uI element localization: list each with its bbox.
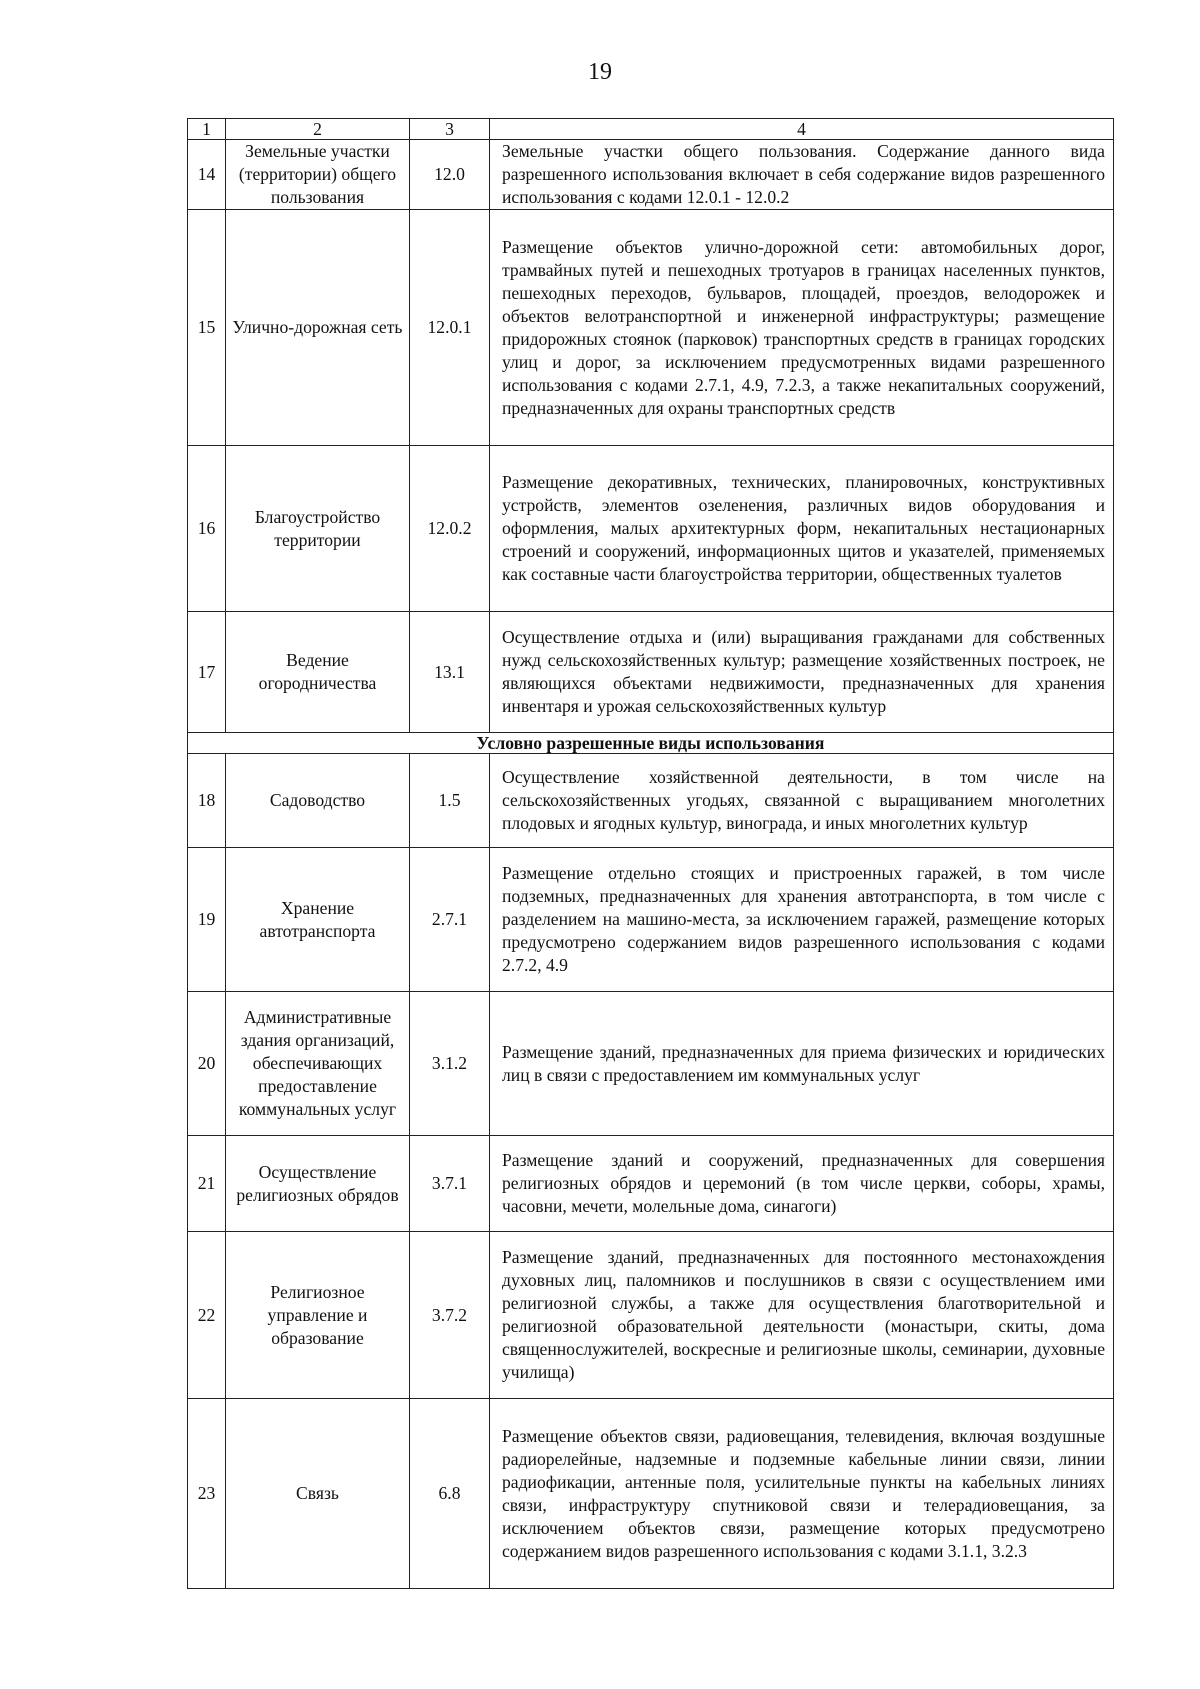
land-use-name: Благоустройство территории <box>226 446 410 612</box>
land-use-description: Осуществление отдыха и (или) выращивания гражданами для собственных нужд сельскохозяйственных культур; размещение хозяйственных построек, не являющихся объектами недвижимости, предназначенных для хранения инвентаря и урожая сельскохозяйственных культур <box>490 612 1114 733</box>
table-header-row <box>188 119 1114 140</box>
land-use-description: Размещение декоративных, технических, планировочных, конструктивных устройств, элементов озеленения, различных видов оборудования и оформления, малых архитектурных форм, некапитальных нестационарных строений и сооружений, информационных щитов и указателей, применяемых как составные части благоустройства территории, общественных туалетов <box>490 446 1114 612</box>
land-use-code: 3.7.2 <box>410 1232 490 1399</box>
land-use-name: Земельные участки (территории) общего пользования <box>226 140 410 210</box>
table-row <box>188 848 1114 992</box>
land-use-code: 12.0 <box>410 140 490 210</box>
land-use-code: 6.8 <box>410 1399 490 1589</box>
land-use-table <box>187 118 1114 1589</box>
land-use-name: Улично-дорожная сеть <box>226 210 410 446</box>
header-cell-name: 2 <box>226 119 410 140</box>
header-cell-number: 1 <box>188 119 226 140</box>
header-cell-description: 4 <box>490 119 1114 140</box>
land-use-description: Размещение отдельно стоящих и пристроенных гаражей, в том числе подземных, предназначенных для хранения автотранспорта, в том числе с разделением на машино-места, за исключением гаражей, размещение которых предусмотрено содержанием видов разрешенного использования с кодами 2.7.2, 4.9 <box>490 848 1114 992</box>
land-use-code: 12.0.2 <box>410 446 490 612</box>
land-use-name: Ведение огородничества <box>226 612 410 733</box>
table-row <box>188 1399 1114 1589</box>
section-title: Условно разрешенные виды использования <box>188 733 1114 754</box>
land-use-description: Размещение зданий, предназначенных для постоянного местонахождения духовных лиц, паломников и послушников в связи с осуществлением ими религиозной службы, а также для осуществления благотворительной и религиозной образовательной деятельности (монастыри, скиты, дома священнослужителей, воскресные и религиозные школы, семинарии, духовные училища) <box>490 1232 1114 1399</box>
section-header-row <box>188 733 1114 754</box>
land-use-code: 1.5 <box>410 754 490 848</box>
row-number: 18 <box>188 754 226 848</box>
land-use-description: Осуществление хозяйственной деятельности, в том числе на сельскохозяйственных угодьях, связанной с выращиванием многолетних плодовых и ягодных культур, винограда, и иных многолетних культур <box>490 754 1114 848</box>
table-row <box>188 992 1114 1136</box>
table-row <box>188 210 1114 446</box>
page-number: 19 <box>588 59 612 85</box>
land-use-description: Размещение зданий и сооружений, предназначенных для совершения религиозных обрядов и церемоний (в том числе церкви, соборы, храмы, часовни, мечети, молельные дома, синагоги) <box>490 1136 1114 1232</box>
table-row <box>188 1232 1114 1399</box>
land-use-name: Административные здания организаций, обеспечивающих предоставление коммунальных услуг <box>226 992 410 1136</box>
row-number: 14 <box>188 140 226 210</box>
land-use-code: 13.1 <box>410 612 490 733</box>
land-use-description: Размещение объектов улично-дорожной сети: автомобильных дорог, трамвайных путей и пешеходных тротуаров в границах населенных пунктов, пешеходных переходов, бульваров, площадей, проездов, велодорожек и объектов велотранспортной и инженерной инфраструктуры; размещение придорожных стоянок (парковок) транспортных средств в границах городских улиц и дорог, за исключением предусмотренных видами разрешенного использования с кодами 2.7.1, 4.9, 7.2.3, а также некапитальных сооружений, предназначенных для охраны транспортных средств <box>490 210 1114 446</box>
table-row <box>188 612 1114 733</box>
row-number: 22 <box>188 1232 226 1399</box>
land-use-description: Размещение зданий, предназначенных для приема физических и юридических лиц в связи с предоставлением им коммунальных услуг <box>490 992 1114 1136</box>
table-row <box>188 140 1114 210</box>
land-use-name: Связь <box>226 1399 410 1589</box>
row-number: 17 <box>188 612 226 733</box>
table-row <box>188 1136 1114 1232</box>
land-use-name: Садоводство <box>226 754 410 848</box>
land-use-name: Хранение автотранспорта <box>226 848 410 992</box>
row-number: 16 <box>188 446 226 612</box>
table-row <box>188 446 1114 612</box>
land-use-code: 12.0.1 <box>410 210 490 446</box>
land-use-name: Осуществление религиозных обрядов <box>226 1136 410 1232</box>
row-number: 23 <box>188 1399 226 1589</box>
header-cell-code: 3 <box>410 119 490 140</box>
row-number: 20 <box>188 992 226 1136</box>
row-number: 21 <box>188 1136 226 1232</box>
table-row <box>188 754 1114 848</box>
land-use-code: 3.1.2 <box>410 992 490 1136</box>
row-number: 19 <box>188 848 226 992</box>
land-use-name: Религиозное управление и образование <box>226 1232 410 1399</box>
row-number: 15 <box>188 210 226 446</box>
land-use-code: 2.7.1 <box>410 848 490 992</box>
land-use-description: Размещение объектов связи, радиовещания, телевидения, включая воздушные радиорелейные, надземные и подземные кабельные линии связи, линии радиофикации, антенные поля, усилительные пункты на кабельных линиях связи, инфраструктуру спутниковой связи и телерадиовещания, за исключением объектов связи, размещение которых предусмотрено содержанием видов разрешенного использования с кодами 3.1.1, 3.2.3 <box>490 1399 1114 1589</box>
land-use-code: 3.7.1 <box>410 1136 490 1232</box>
land-use-description: Земельные участки общего пользования. Содержание данного вида разрешенного использования включает в себя содержание видов разрешенного использования с кодами 12.0.1 - 12.0.2 <box>490 140 1114 210</box>
